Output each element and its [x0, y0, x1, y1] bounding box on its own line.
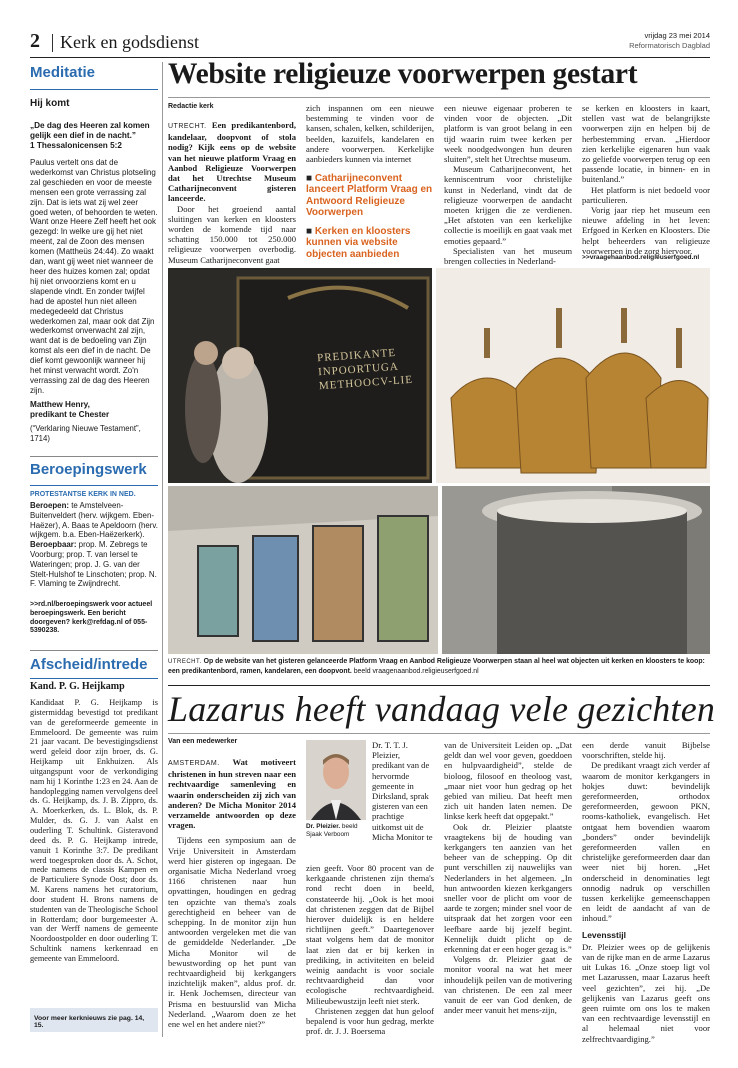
- article1-col3-p2: Museum Catharijneconvent, het kenniscentrum voor christelijke kunst in Nederland, vindt dat de religieuze voorwerpen de aandacht moeten krijgen die ze verdienen. „Het afstoten van een kerkelijke collectie is moeilijk en gaat vaak met emoties gepaard.”: [444, 164, 572, 246]
- article1-col4-p2: Het platform is niet bedoeld voor particulieren.: [582, 184, 710, 205]
- article1-caption: [168, 657, 710, 677]
- afscheid-top-rule: [30, 650, 158, 651]
- article1-title-rule: [168, 97, 710, 98]
- doopvont-illustration: [442, 486, 710, 654]
- article2-col3-p1: van de Universiteit Leiden op. „Dat geldt dan wel voor geven, goeddoen en hulpvaardigheid”, stelde de bioloog, filosoof en theoloog vast, „maar niet voor hun gedrag op het gebied van milieu. Dat heeft men zich uit handen laten nemen. De linkse kerk heeft dat opgepakt.”: [444, 740, 572, 822]
- highlight2-text: Kerken en kloosters kunnen via website objecten aanbieden: [306, 226, 411, 260]
- article2-col1-p2: Tijdens een symposium aan de Vrije Universiteit in Amsterdam werd hier gisteren op ingegaan. De organisatie Micha Nederland vroeg 1166 christenen naar hun opvattingen, houdingen en gedrag ten opzichte van thema's zoals gerechtigheid en beheer van de schepping. In de monitor zijn hun antwoorden vergeleken met die van de gemiddelde Nederlander. „De Micha Monitor wil de bewustwording op het punt van rechtvaardigheid bij kerkgangers inzichtelijk maken”, aldus prof. dr. ir. Henk Jochemsen, directeur van Prisma en bestuurslid van Micha Nederland. „Waarom doen ze het ene wel en het andere niet?”: [168, 835, 296, 1030]
- article2-col3: [444, 740, 572, 1015]
- article1-col1: [168, 120, 296, 265]
- article2-title-rule: [168, 733, 710, 734]
- portrait-pleizier: [306, 740, 366, 820]
- article2-col3-p2: Ook dr. Pleizier plaatste vraagtekens bij de houding van kerkgangers ten aanzien van het beheer van de schepping. Op dit punt verschillen zij nauwelijks van Nederlanders in het algemeen. „In hun antwoorden kiezen kerkgangers sneller voor de plicht om voor de aarde te zorgen; minder snel voor de uitspraak dat het zorgen voor een leefbare aarde bij jezelf begint. Kennelijk duidt plicht op de erkenning dat er een hoger gezag is.”: [444, 821, 572, 955]
- article2-lead: Wat motiveert christenen in hun streven naar een rechtvaardige samenleving en waarin onderscheiden zij zich van anderen? De Micha Monitor 2014 verzamelde antwoorden op deze vragen.: [168, 757, 296, 831]
- bord-line-1: PREDIKANTE: [316, 346, 397, 365]
- article1-highlight1: [306, 173, 434, 218]
- article2-lead-paragraph: [168, 757, 296, 830]
- photo-kandelaren: [436, 268, 710, 483]
- article1-lead: Een predikantenbord, kandelaar, doopvont of stola nodig? Kijk eens op de website van het nieuwe platform Vraag en Aanbod Religieuze Voorwerpen dat het Utrechtse Museum Catharijneconvent gisteren lanceerde.: [168, 120, 296, 204]
- ramen-illustration: [168, 486, 438, 654]
- article1-col4: [582, 103, 710, 256]
- page-header: [30, 30, 710, 58]
- article2-col4-p3: Dr. Pleizier wees op de gelijkenis van de rijke man en de arme Lazarus uit Lukas 16. „Onze stoep ligt vol met Lazarussen, maar Lazarus heeft veel gezichten”, zei hij. „De gelijkenis van Lazarus geeft ons geen ruimte om ons los te maken van een rechtvaardige levensstijl en al helemaal niet voor zelfrechtvaardiging.”: [582, 941, 710, 1044]
- header-date: vrijdag 23 mei 2014: [644, 31, 710, 40]
- sidebar-divider: [162, 62, 163, 1037]
- beroepbaar-text: prop. M. Zebregs te Voorburg; prop. T. van Iersel te Wateringen; prop. J. G. van der Stelt-Hulshof te Linschoten; prop. N. F. Vlaming te Zwijndrecht.: [30, 540, 157, 589]
- portrait-caption-credit: beeld Sjaak Verboom: [306, 823, 358, 839]
- afscheid-rule: [30, 678, 158, 679]
- meditatie-rule: [30, 89, 158, 90]
- photo-predikantenbord: [168, 268, 432, 483]
- meditatie-quote-ref: 1 Thessalonicensen 5:2: [30, 141, 122, 150]
- article2-byline: Van een medewerker: [168, 738, 238, 745]
- beroepingswerk-title: Beroepingswerk: [30, 461, 147, 478]
- meditatie-author-role: predikant te Chester: [30, 410, 110, 419]
- meditatie-source: (“Verklaring Nieuwe Testament”, 1714): [30, 424, 141, 444]
- meditatie-heading: Hij komt: [30, 98, 70, 109]
- beroepen-label: Beroepen:: [30, 501, 70, 510]
- afscheid-title: Afscheid/intrede: [30, 656, 148, 673]
- article1-col3-p3: Specialisten van het museum brengen collecties in Nederland-: [444, 245, 572, 267]
- page-number: 2: [30, 30, 40, 52]
- photo-ramen: [168, 486, 438, 654]
- beroepbaar-label: Beroepbaar:: [30, 540, 77, 550]
- photo-doopvont: [442, 486, 710, 654]
- afscheid-heading: Kand. P. G. Heijkamp: [30, 681, 125, 692]
- article2-col2-p2: Christenen zeggen dat hun geloof bepalend is voor hun gedrag, merkte prof. dr. J. J. Boersema: [306, 1005, 434, 1037]
- meditatie-body: Paulus vertelt ons dat de wederkomst van Christus plotseling zal geschieden en voor de meeste mensen een grote verrassing zal zijn. Dat is iets wat zij wel zeer goed weten, of behoorden te weten. Want onze Heere Zelf heeft het ook gezegd: In welke ure gij het niet meent, zal de Zoon des mensen komen (Mattheüs 24:44). Zo waakt dan, want gij weet niet wanneer de heer des huizes komen zal; opdat hij niet onvoorziens komt en u slapende vindt. En zonder twijfel had de apostel hun niet alleen medegedeeld dat Christus wederkomen zal, maar ook dat Zijn wederkomst onverwacht zal zijn, want dat is de bedoeling van Zijn komst als een dief in de nacht. De dief komt gewoonlijk wanneer hij het minst verwacht wordt. Zo'n verrassing zal de dag des Heeren zijn.: [30, 158, 158, 395]
- header-paper: Reformatorisch Dagblad: [629, 41, 710, 50]
- article1-lead-paragraph: [168, 120, 296, 204]
- square-bullet-icon: ■: [306, 226, 315, 237]
- caption-dateline: UTRECHT.: [168, 659, 202, 665]
- afscheid-footer-text[interactable]: Voor meer kerknieuws zie pag. 14, 15.: [34, 1015, 145, 1029]
- bord-line-2: INPOORTUGA: [317, 360, 400, 379]
- article2-col3-p3: Volgens dr. Pleizier gaat de monitor vooral na wat het meer inhoudelijk peilen van de motivering van christenen. De een zal meer vanuit de eer van God denken, de ander meer vanuit het mens-zijn,: [444, 954, 572, 1016]
- article2-col4-p2: De predikant vraagt zich verder af waarom de monitor kerkgangers in hokjes duwt: bevindelijk gereformeerden, orthodox gereformeerden, gewoon PKN, rooms-katholiek, evangelisch. Het ontgaat hem bovendien waarom „bonders” onder bevindelijk gereformeerden vallen en christelijke gereformeerden daar dan weer niet bij horen. „Het onderscheid in denominaties legt onnodig nadruk op verschillen tussen kerkelijke gemeenschappen en leidt de aandacht af van de inhoud.”: [582, 760, 710, 924]
- beroeping-beroepen: [30, 501, 158, 589]
- article1-col2-text: zich inspannen om een nieuwe bestemming te vinden voor de kansen, schalen, kelken, schilderijen, beelden, kazuifels, kandelaren en andere voorwerpen. Kerkelijke aanbieders kunnen via internet: [306, 103, 434, 165]
- article2-col4: [582, 740, 710, 1044]
- highlight1-text: Catharijneconvent lanceert Platform Vraag en Antwoord Religieuze Voorwerpen: [306, 173, 433, 218]
- article1-col3: [444, 103, 572, 266]
- article2-col2-top: Dr. T. T. J. Pleizier, predikant van de hervormde gemeente in Dirksland, sprak gisteren van een prachtige uitkomst uit de Micha Monitor te: [372, 740, 433, 842]
- portrait-illustration: [306, 740, 366, 820]
- article2-col2-rest: zien geeft. Voor 80 procent van de kerkgaande christenen zijn thema's rond recht doen in beeld, constateerde hij. „Ook is het mooi dat christenen zeggen dat de Bijbel hierover duidelijk is en heldere richtlijnen geeft.” Daartegenover staat volgens hem dat de monitor laat zien dat er bij kerken in prediking, in activiteiten en beleid weinig aandacht is voor sociale rechtvaardigheid dan voor ecologische rechtvaardigheid. Milieubewustzijn leeft niet sterk.: [306, 863, 434, 1006]
- bord-line-3: METHOOCV-LIE: [318, 373, 414, 393]
- header-divider: [52, 34, 53, 52]
- beroeping-link[interactable]: >>rd.nl/beroepingswerk voor actueel beroepingswerk. Een bericht doorgeven? kerk@refdag.nl of 055-5390238.: [30, 601, 153, 635]
- section-title: Kerk en godsdienst: [60, 32, 199, 52]
- article1-col1-p2: Door het groeiend aantal sluitingen van kerken en kloosters worden de komende tijd naar schatting 150.000 tot 250.000 religieuze voorwerpen overbodig. Museum Catharijneconvent gaat: [168, 203, 296, 265]
- bord-text: [317, 345, 414, 393]
- article1-title: Website religieuze voorwerpen gestart: [168, 58, 638, 90]
- meditatie-author: Matthew Henry,: [30, 400, 90, 409]
- afscheid-body: Kandidaat P. G. Heijkamp is gistermiddag bevestigd tot predikant van de gereformeerde gemeente in Emmeloord. De gemeente was ruim 21 jaar vacant. De bevestigingsdienst werd geleid door zijn broer, ds. G. Heijkamp uit Enkhuizen. Als uitgangspunt voor de verkondiging nam hij 1 Korinthe 1:23 en 24. Aan de handoplegging namen vervolgens deel ds. G. Heijkamp, ds. J. B. Zippro, ds. A. Moerkerken, ds. L. Blok, ds. P. Mulder, ds. G. J. van Aalst en ouderling T. Schultink. Gisteravond deed ds. P. G. Heijkamp intrede, vanuit 1 Korinthe 3:7. De predikant werd toegesproken door ds. A. Schot, mede namens de classis Kampen en de Particuliere Synode Oost; door ds. M. Karens namens het curatorium, door student H. Brons namens de studenten van de Theologische School in Rotterdam; door burgemeester A. van der Werff namens de gemeente Noordoostpolder en door ouderling T. Schultink namens kerkenraad en gemeente van Emmeloord.: [30, 698, 158, 963]
- afscheid-footer: [30, 1008, 158, 1032]
- meditatie-title: Meditatie: [30, 64, 96, 81]
- beroeping-church: PROTESTANTSE KERK IN NED.: [30, 491, 136, 498]
- square-bullet-icon: ■: [306, 173, 315, 184]
- article-separator: [168, 685, 710, 686]
- kandelaren-illustration: [436, 268, 710, 483]
- article1-col3-p1: een nieuwe eigenaar proberen te vinden voor de objecten. „Dit platform is van groot belang in een tijd waarin ruim twee kerken per week noodgedwongen hun deuren sluiten”, stelt het Utrechtse museum.: [444, 103, 572, 165]
- caption-text: Op de website van het gisteren gelanceerde Platform Vraag en Aanbod Religieuze Voorwerpen staan al heel wat objecten uit kerken en kloosters te koop: een predikantenbord, ramen, kandelaren, een doopvont.: [168, 658, 705, 676]
- article2-title: Lazarus heeft vandaag vele gezichten: [168, 689, 716, 729]
- beroepen-text: te Amstelveen-Buitenveldert (herv. wijkgem. Eben-Haëzer), A. Baas te Apeldoorn (herv. wijkgem. b.a. Eben-Haëzerkerk).: [30, 501, 158, 540]
- article2-subhead: Levensstijl: [582, 929, 626, 940]
- article2-col2: [306, 863, 434, 1036]
- caption-credit: beeld vraagenaanbod.religieuserfgoed.nl: [351, 668, 479, 676]
- meditatie-quote: „De dag des Heeren zal komen gelijk een dief in de nacht.”: [30, 121, 150, 141]
- article1-byline: Redactie kerk: [168, 103, 214, 110]
- article2-col1: [168, 757, 296, 1029]
- article2-col4-p1: een derde vanuit Bijbelse voorschriften, stelde hij.: [582, 740, 710, 761]
- article1-link[interactable]: >>vraagenaanbod.religieuserfgoed.nl: [582, 254, 700, 261]
- beroeping-top-rule: [30, 456, 158, 457]
- portrait-caption-name: Dr. Pleizier.: [306, 823, 341, 830]
- left-sidebar: [30, 60, 158, 1040]
- beroeping-rule: [30, 485, 158, 486]
- article1-col4-p1: se kerken en kloosters in kaart, stellen vast wat de belangrijkste voorwerpen zijn en helpen bij de herbestemming ervan. „Hierdoor zien kerkelijke eigenaren hun vaak zo geliefde voorwerpen terug op een passende locatie, in binnen- en in buitenland.”: [582, 103, 710, 185]
- article1-dateline: UTRECHT.: [168, 123, 207, 130]
- article1-highlight2: [306, 226, 434, 260]
- article2-dateline: AMSTERDAM.: [168, 760, 220, 767]
- article1-col4-p3: Vorig jaar riep het museum een nieuwe afdeling in het leven: Erfgoed in Kerken en Kloosters. Die helpt beheerders van religieuze voorwerpen in de zorg hiervoor.: [582, 205, 710, 256]
- portrait-caption: [306, 823, 366, 840]
